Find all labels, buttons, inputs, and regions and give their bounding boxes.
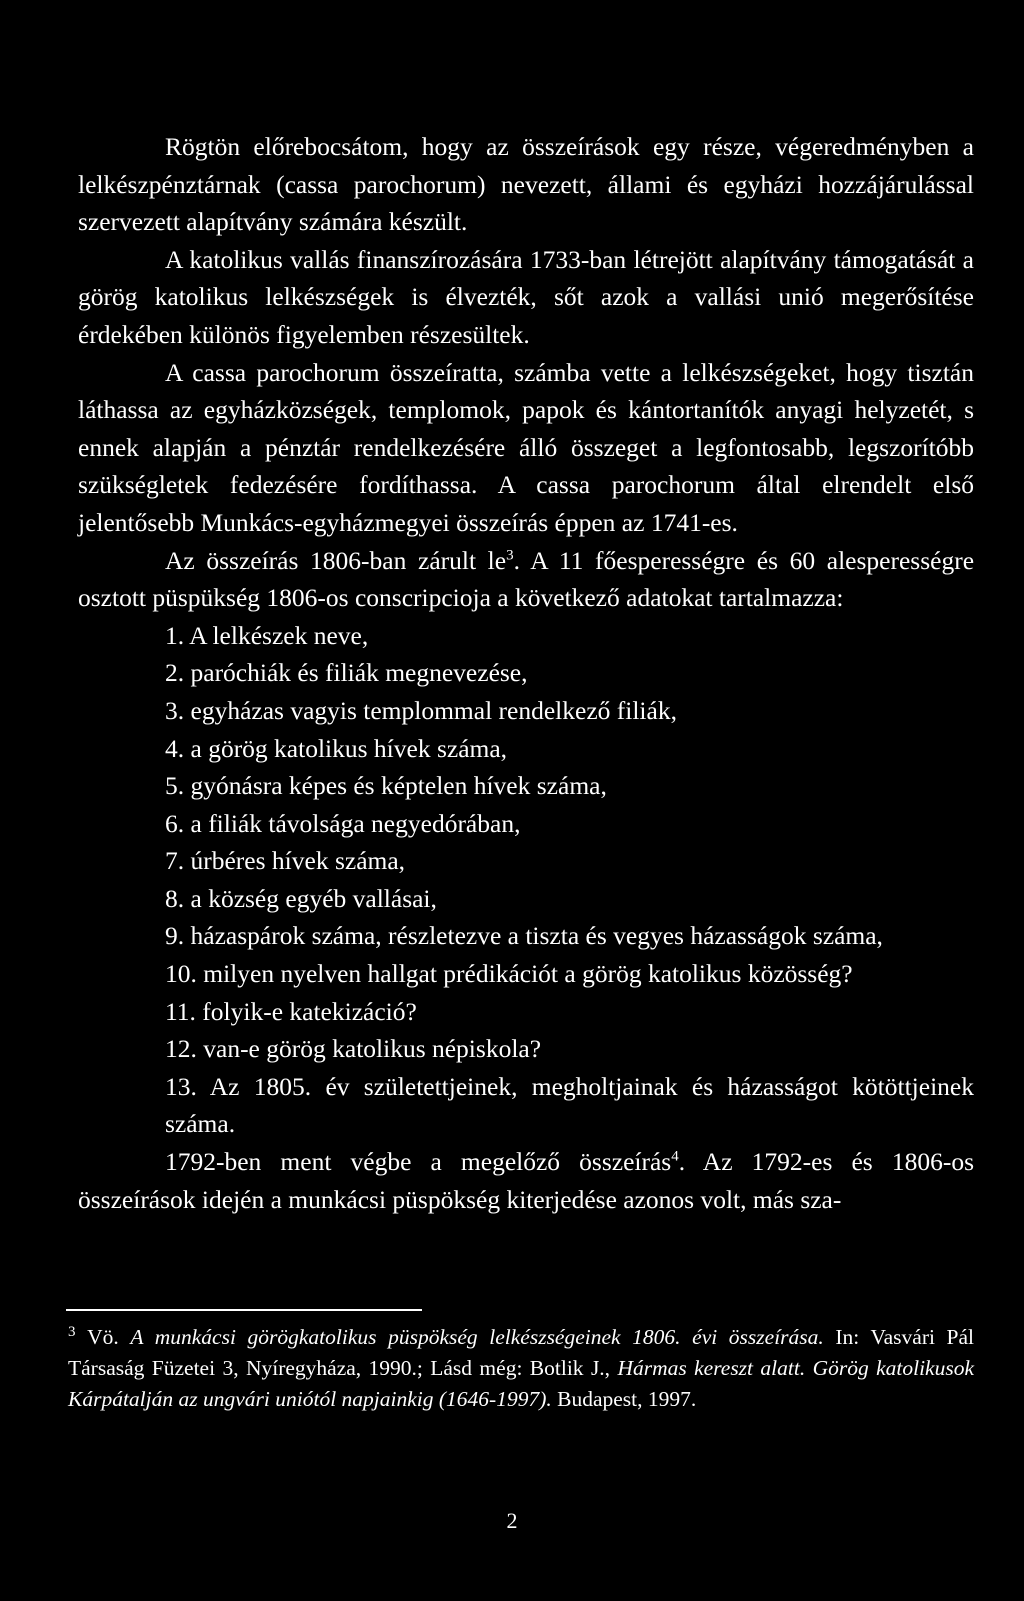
list-item: 5. gyónásra képes és képtelen hívek száma, xyxy=(165,771,607,801)
list-item: 13. Az 1805. év születettjeinek, megholtjainak és házasságot kötöttjeinek száma. xyxy=(165,1071,974,1139)
main-text xyxy=(78,128,974,1218)
list-item: 8. a község egyéb vallásai, xyxy=(165,883,437,913)
list-item: 1. A lelkészek neve, xyxy=(165,620,369,650)
list-item: 4. a görög katolikus hívek száma, xyxy=(165,733,508,763)
footnote-separator xyxy=(66,1309,422,1311)
footnote-3 xyxy=(68,1322,974,1415)
list-item: 10. milyen nyelven hallgat prédikációt a görög katolikus közösség? xyxy=(165,959,853,989)
footnote-ref-3: 3 xyxy=(506,547,514,564)
paragraph-4-text: Az összeírás 1806-ban zárult le xyxy=(165,545,507,575)
footnote-number: 3 xyxy=(68,1323,76,1340)
paragraph-3: A cassa parochorum összeíratta, számba vette a lelkészségeket, hogy tisztán láthassa az egyházközségek, templomok, papok és kántortanítók anyagi helyzetét, s ennek alapján a pénztár rendelkezésére álló összeget a legfontosabb, legszorítóbb szükségletek fedezésére fordíthassa. A cassa parochorum által elrendelt első jelentősebb Munkács-egyházmegyei összeírás éppen az 1741-es. xyxy=(78,357,974,537)
footnote-ref-4: 4 xyxy=(671,1148,679,1165)
paragraph-4-text-cont: . A 11 főesperességre és 60 alesperességre osztott püspükség 1806-os conscripcioja a következő adatokat tartalmazza: xyxy=(78,545,975,613)
conscription-data-list xyxy=(78,617,974,1143)
footnote-source: In: Vasvári Pál Társaság Füzetei 3, Nyíregyháza, 1990.; Lásd még: Botlik J., xyxy=(68,1325,975,1380)
footnote-place: Budapest, 1997. xyxy=(557,1387,697,1411)
list-item: 2. paróchiák és filiák megnevezése, xyxy=(165,658,528,688)
list-item: 7. úrbéres hívek száma, xyxy=(165,846,406,876)
paragraph-4 xyxy=(78,542,974,617)
footnote-lead: Vö. xyxy=(87,1325,119,1349)
paragraph-5-text: 1792-ben ment végbe a megelőző összeírás xyxy=(165,1147,672,1177)
paragraph-5 xyxy=(78,1143,974,1218)
footnote-title: A munkácsi görögkatolikus püspökség lelkészségeinek 1806. évi összeírása. xyxy=(130,1325,824,1349)
paragraph-2: A katolikus vallás finanszírozására 1733-ban létrejött alapítvány támogatását a görög katolikus lelkészségek is élvezték, sőt azok a vallási unió megerősítése érdekében különös figyelemben részesültek. xyxy=(78,244,974,349)
page-number: 2 xyxy=(506,1508,518,1533)
list-item: 11. folyik-e katekizáció? xyxy=(165,996,417,1026)
footnote-title-2: Hármas kereszt alatt. Görög katolikusok Kárpátalján az ungvári uniótól napjainkig (1646-1997). xyxy=(68,1356,975,1411)
list-item: 12. van-e görög katolikus népiskola? xyxy=(165,1034,542,1064)
list-item: 9. házaspárok száma, részletezve a tiszta és vegyes házasságok száma, xyxy=(165,921,883,951)
paragraph-1: Rögtön előrebocsátom, hogy az összeírások egy része, végeredményben a lelkészpénztárnak (cassa parochorum) nevezett, állami és egyházi hozzájárulással szervezett alapítvány számára készült. xyxy=(78,132,974,237)
paragraph-5-text-cont: . Az 1792-es és 1806-os összeírások idején a munkácsi püspökség kiterjedése azonos volt, más sza- xyxy=(78,1147,974,1214)
footnotes xyxy=(68,1322,974,1415)
list-item: 6. a filiák távolsága negyedórában, xyxy=(165,808,521,838)
list-item: 3. egyházas vagyis templommal rendelkező filiák, xyxy=(165,695,677,725)
